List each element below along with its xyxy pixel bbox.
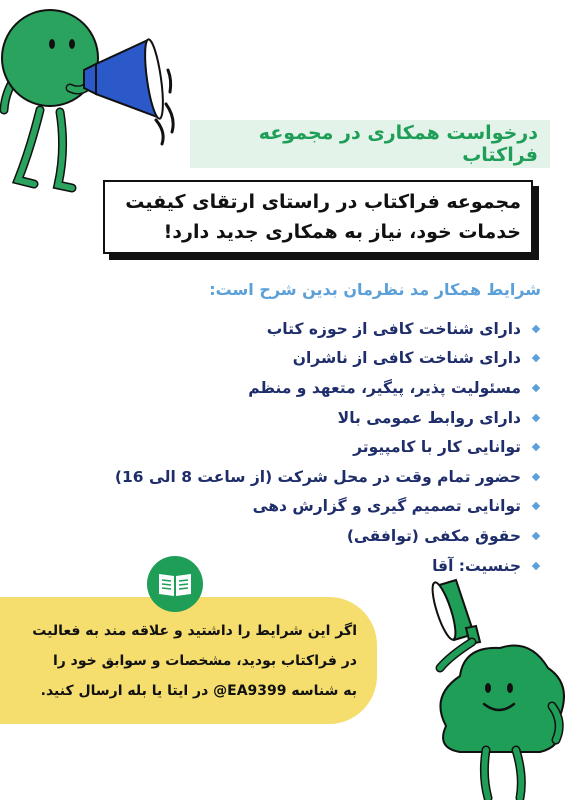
list-item-text: مسئولیت پذیر، پیگیر، متعهد و منظم <box>248 378 521 397</box>
list-item-text: توانایی تصمیم گیری و گزارش دهی <box>252 497 521 516</box>
bullet-icon <box>532 354 540 362</box>
bullet-icon <box>532 443 540 451</box>
open-book-icon <box>147 556 203 612</box>
list-item <box>115 432 539 462</box>
bullet-icon <box>532 325 540 333</box>
character-megaphone-icon <box>400 576 565 800</box>
list-item-text: جنسیت: آقا <box>432 556 521 575</box>
conditions-list <box>115 314 539 580</box>
bullet-icon <box>532 502 540 510</box>
page-title: درخواست همکاری در مجموعه فراکتاب <box>258 122 538 166</box>
intro-line-2: خدمات خود، نیاز به همکاری جدید دارد! <box>163 221 521 243</box>
list-item <box>115 314 539 344</box>
list-item-text: حضور تمام وقت در محل شرکت (از ساعت 8 الی 16) <box>114 467 521 486</box>
list-item-text: دارای شناخت کافی از حوزه کتاب <box>266 319 521 338</box>
bullet-icon <box>532 561 540 569</box>
list-item-text: حقوق مکفی (توافقی) <box>346 526 521 545</box>
bullet-icon <box>532 413 540 421</box>
list-item-text: دارای روابط عمومی بالا <box>337 408 521 427</box>
list-item-text: دارای شناخت کافی از ناشران <box>292 349 521 368</box>
bullet-icon <box>532 473 540 481</box>
footer-line-3: به شناسه EA9399@ در ایتا یا بله ارسال کنید. <box>40 682 357 699</box>
bullet-icon <box>532 384 540 392</box>
footer-note <box>0 597 377 724</box>
bullet-icon <box>532 532 540 540</box>
book-badge <box>147 556 203 612</box>
list-item <box>115 492 539 522</box>
list-item <box>115 521 539 551</box>
intro-box-frame <box>103 180 533 254</box>
character-megaphone-icon <box>0 0 200 200</box>
conditions-heading: شرایط همکار مد نظرمان بدین شرح است: <box>209 280 541 299</box>
intro-line-1: مجموعه فراکتاب در راستای ارتقای کیفیت <box>125 191 521 213</box>
title-banner <box>190 120 550 168</box>
list-item <box>115 403 539 433</box>
footer-line-2: در فراکتاب بودید، مشخصات و سوابق خود را <box>52 652 357 669</box>
list-item-text: توانایی کار با کامپیوتر <box>353 438 521 457</box>
list-item <box>115 373 539 403</box>
list-item <box>115 462 539 492</box>
intro-box <box>103 180 543 260</box>
list-item <box>115 344 539 374</box>
footer-line-1: اگر این شرایط را داشتید و علاقه مند به فعالیت <box>32 622 357 639</box>
